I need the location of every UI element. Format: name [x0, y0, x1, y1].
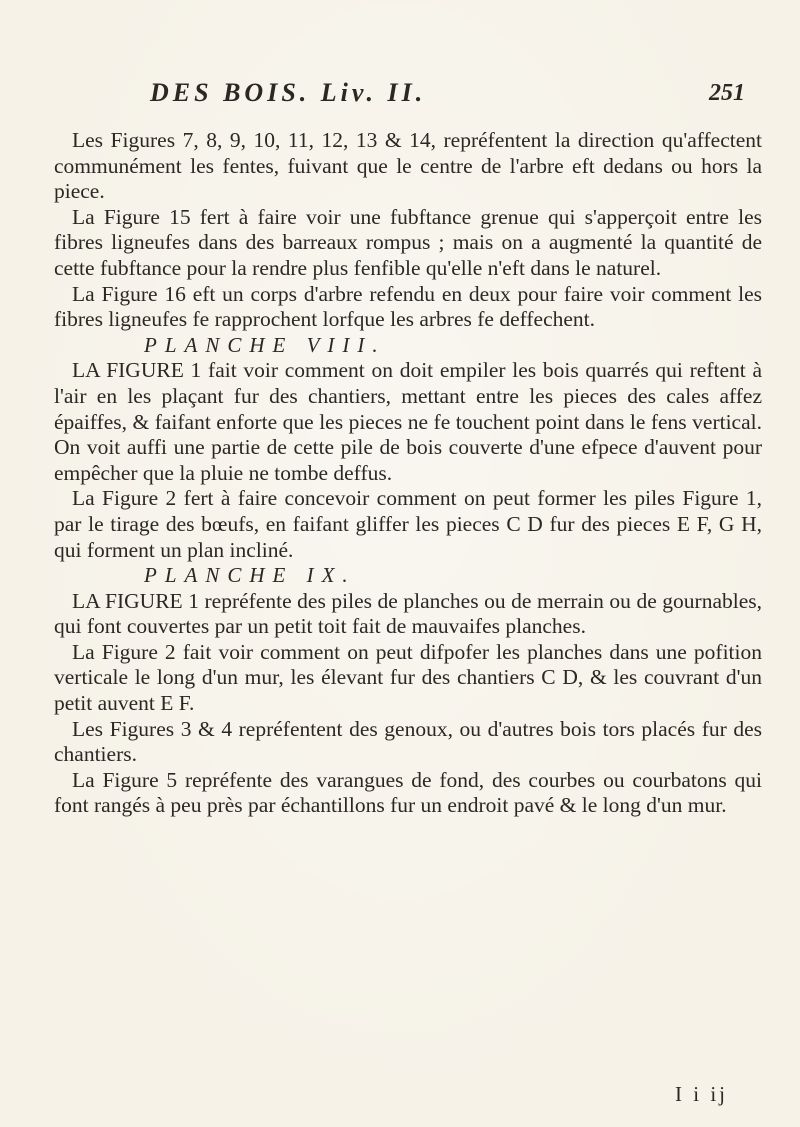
- plate-ix-heading: PLANCHE IX.: [144, 563, 356, 588]
- plate-ix-figure-2: La Figure 2 fait voir comment on peut difpofer les planches dans une pofition verticale le long d'un mur, les élevant fur des chantiers C D, & les couvrant d'un petit auvent E F.: [54, 639, 762, 716]
- plate-viii-heading: PLANCHE VIII.: [144, 332, 386, 357]
- paragraph-figures-7-14: Les Figures 7, 8, 9, 10, 11, 12, 13 & 14, repréfentent la direction qu'affectent communément les fentes, fuivant que le centre de l'arbre eft dedans ou hors la piece.: [54, 128, 762, 204]
- running-title: DES BOIS. Liv. II.: [150, 78, 427, 107]
- plate-ix-figure-1: LA FIGURE 1 repréfente des piles de planches ou de merrain ou de gournables, qui font couvertes par un petit toit fait de mauvaifes planches.: [54, 588, 762, 639]
- paragraph-figure-16: La Figure 16 eft un corps d'arbre refendu en deux pour faire voir comment les fibres ligneufes fe rapprochent lorfque les arbres fe deffechent.: [54, 281, 762, 332]
- signature-mark: I i ij: [675, 1082, 728, 1106]
- plate-viii-figure-2: La Figure 2 fert à faire concevoir comment on peut former les piles Figure 1, par le tirage des bœufs, en faifant gliffer les pieces C D fur des pieces E F, G H, qui forment un plan incliné.: [54, 486, 762, 562]
- page-number: 251: [709, 80, 745, 106]
- page-header: [150, 78, 745, 118]
- paragraph-figure-15: La Figure 15 fert à faire voir une fubftance grenue qui s'apperçoit entre les fibres ligneufes dans des barreaux rompus ; mais on a augmenté la quantité de cette fubftance pour la rendre plus fenfible qu'elle n'eft dans le naturel.: [54, 204, 762, 280]
- body-text: [54, 128, 762, 819]
- plate-ix-figures-3-4: Les Figures 3 & 4 repréfentent des genoux, ou d'autres bois tors placés fur des chantiers.: [54, 716, 762, 767]
- plate-viii-figure-1: LA FIGURE 1 fait voir comment on doit empiler les bois quarrés qui reftent à l'air en les plaçant fur des chantiers, mettant entre les pieces des cales affez épaiffes, & faifant enforte que les pieces ne fe touchent point dans le fens vertical. On voit auffi une partie de cette pile de bois couverte d'une efpece d'auvent pour empêcher que la pluie ne tombe deffus.: [54, 358, 762, 485]
- plate-ix-figure-5: La Figure 5 repréfente des varangues de fond, des courbes ou courbatons qui font rangés à peu près par échantillons fur un endroit pavé & le long d'un mur.: [54, 767, 762, 818]
